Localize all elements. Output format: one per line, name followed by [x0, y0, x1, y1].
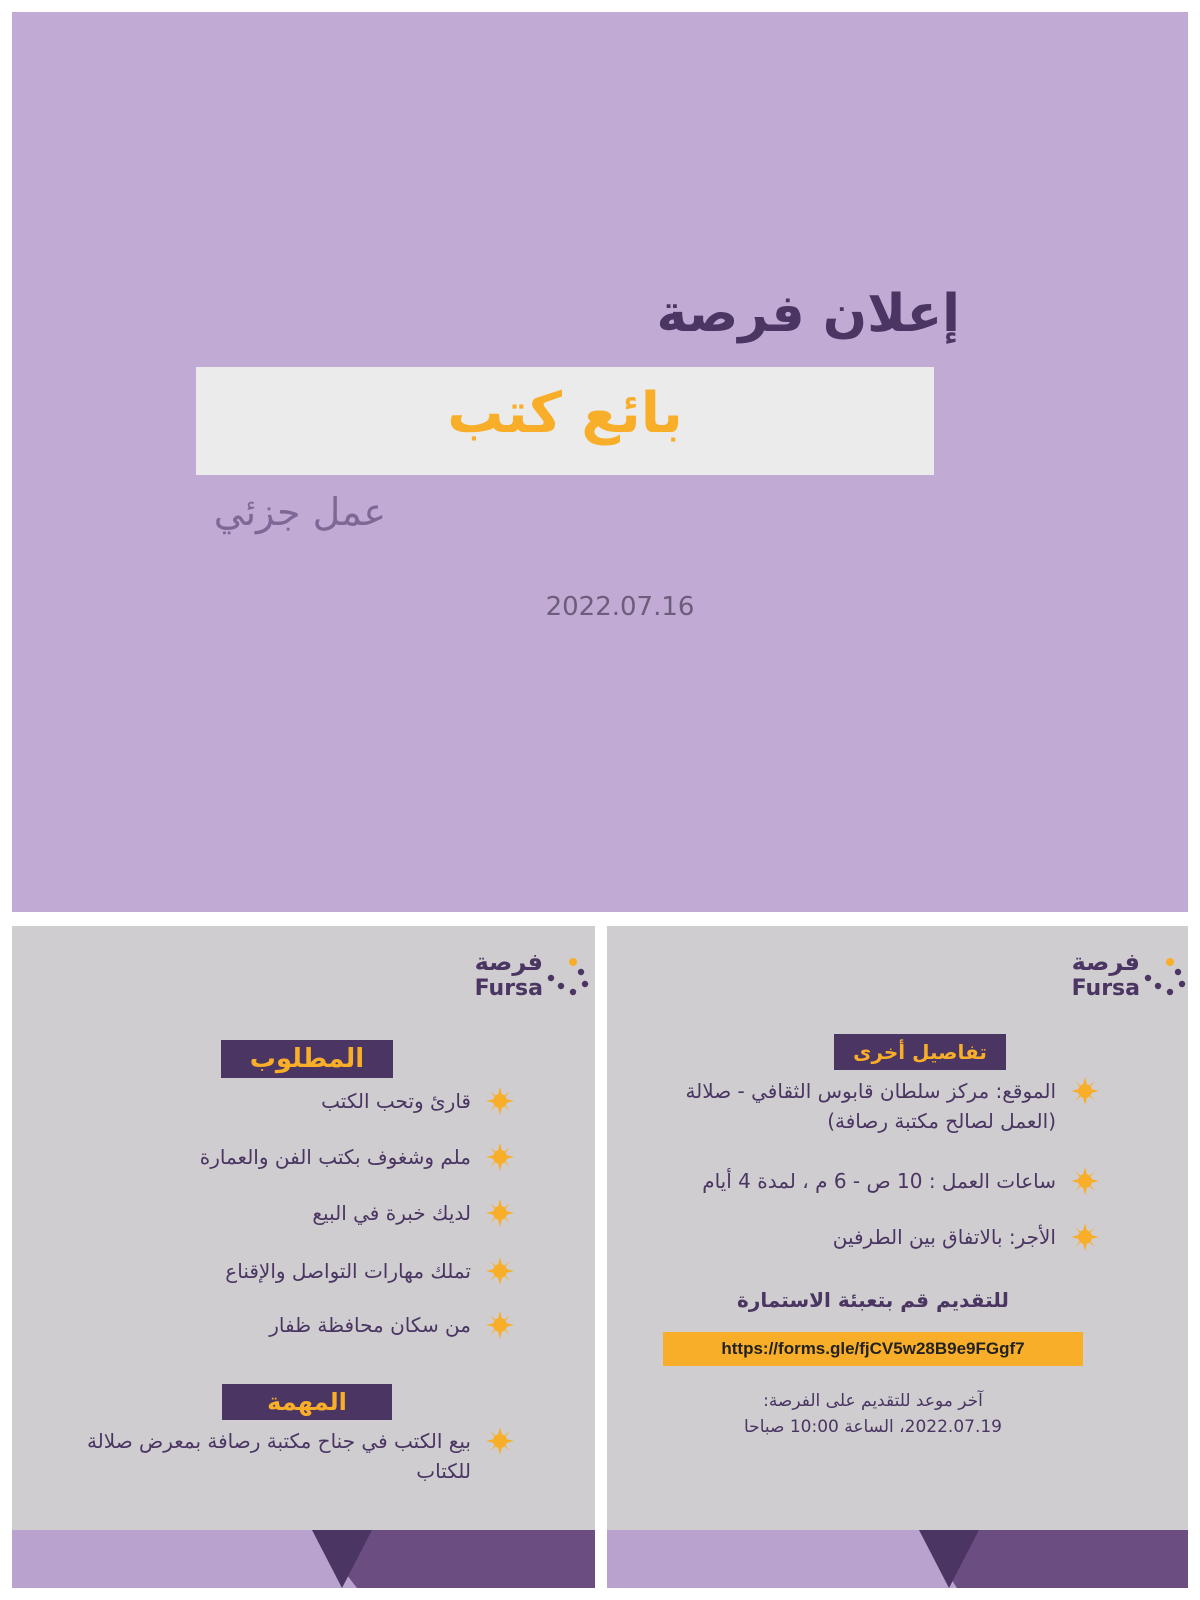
- requirements-heading: المطلوب: [221, 1040, 393, 1078]
- fursa-logo: [1055, 948, 1188, 1008]
- requirement-item: [45, 1256, 515, 1286]
- task-heading: المهمة: [222, 1384, 392, 1420]
- requirement-item: [45, 1086, 515, 1116]
- sun-star-icon: [485, 1426, 515, 1456]
- sun-star-icon: [1070, 1076, 1100, 1106]
- deadline-value: 2022.07.19، الساعة 10:00 صباحا: [744, 1417, 1002, 1437]
- post-date: 2022.07.16: [545, 592, 695, 622]
- task-text: بيع الكتب في جناح مكتبة رصافة بمعرض صلالة للكتاب: [86, 1429, 471, 1483]
- requirement-item: [45, 1310, 515, 1340]
- footer-band: [607, 1530, 1188, 1588]
- sun-star-icon: [1070, 1166, 1100, 1196]
- sun-star-icon: [1070, 1222, 1100, 1252]
- hours-text: ساعات العمل : 10 ص - 6 م ، لمدة 4 أيام: [702, 1169, 1056, 1193]
- cover-panel: [12, 12, 1188, 912]
- logo-arabic: فرصة: [1071, 948, 1140, 976]
- apply-form-link[interactable]: https://forms.gle/fjCV5w28B9e9FGgf7: [663, 1332, 1083, 1366]
- requirement-text: من سكان محافظة ظفار: [269, 1313, 471, 1337]
- requirements-panel: [12, 926, 595, 1588]
- requirement-text: ملم وشغوف بكتب الفن والعمارة: [199, 1145, 471, 1169]
- pay-text: الأجر: بالاتفاق بين الطرفين: [832, 1225, 1056, 1249]
- deadline-label: آخر موعد للتقديم على الفرصة:: [763, 1391, 983, 1411]
- sun-star-icon: [485, 1198, 515, 1228]
- location-line-1: الموقع: مركز سلطان قابوس الثقافي - صلالة: [685, 1079, 1056, 1103]
- requirement-item: [45, 1198, 515, 1228]
- requirement-text: لديك خبرة في البيع: [312, 1201, 471, 1225]
- apply-instruction: للتقديم قم بتعبئة الاستمارة: [737, 1288, 1009, 1312]
- detail-item-location: [630, 1076, 1100, 1136]
- dots-logo-icon: [545, 954, 593, 1004]
- location-line-2: (العمل لصالح مكتبة رصافة): [827, 1109, 1056, 1133]
- announcement-title: إعلان فرصة: [656, 284, 960, 344]
- fursa-logo: [458, 948, 593, 1008]
- logo-english: Fursa: [474, 976, 543, 1001]
- details-panel: [607, 926, 1188, 1588]
- requirement-text: تملك مهارات التواصل والإقناع: [225, 1259, 471, 1283]
- sun-star-icon: [485, 1256, 515, 1286]
- job-title: بائع كتب: [447, 381, 683, 446]
- sun-star-icon: [485, 1310, 515, 1340]
- deadline: [663, 1388, 1083, 1440]
- detail-item-pay: [630, 1222, 1100, 1252]
- task-item: [75, 1426, 515, 1486]
- footer-band: [12, 1530, 595, 1588]
- detail-item-hours: [630, 1166, 1100, 1196]
- dots-logo-icon: [1142, 954, 1188, 1004]
- job-type: عمل جزئي: [213, 490, 386, 534]
- requirement-text: قارئ وتحب الكتب: [321, 1089, 471, 1113]
- sun-star-icon: [485, 1142, 515, 1172]
- requirement-item: [45, 1142, 515, 1172]
- sun-star-icon: [485, 1086, 515, 1116]
- job-title-box: [196, 367, 934, 475]
- logo-english: Fursa: [1071, 976, 1140, 1001]
- details-heading: تفاصيل أخرى: [834, 1034, 1006, 1070]
- logo-arabic: فرصة: [474, 948, 543, 976]
